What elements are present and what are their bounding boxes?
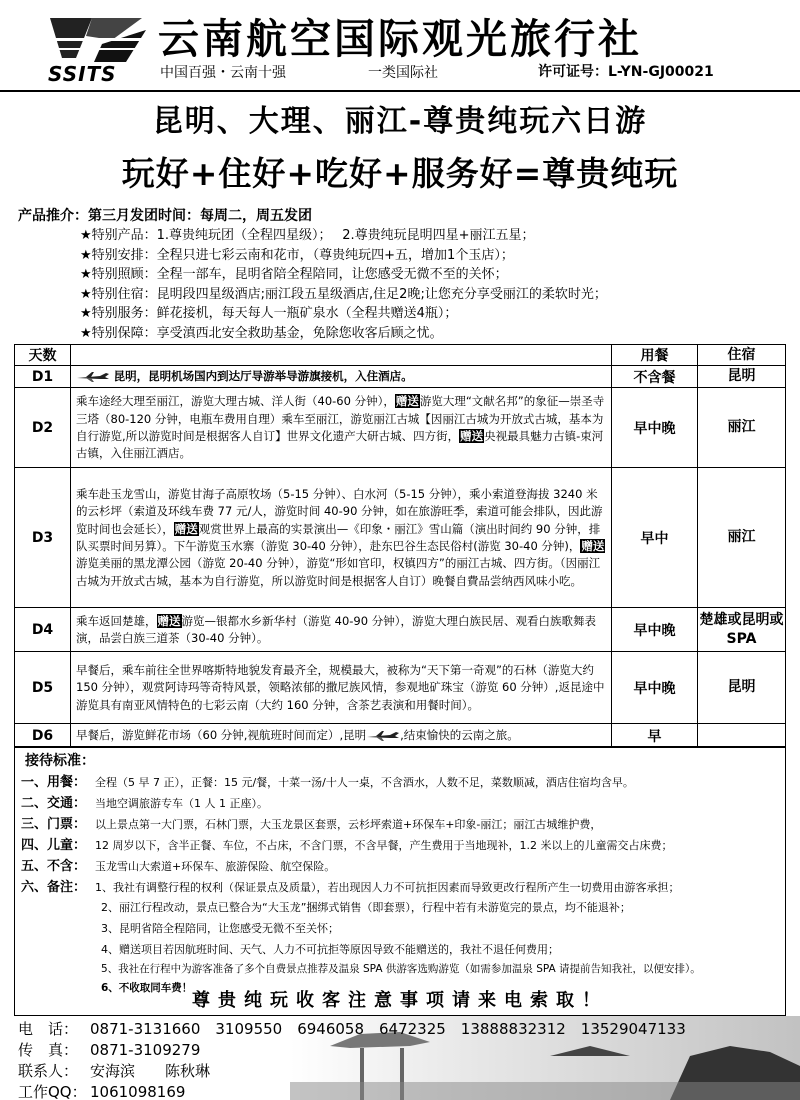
standards-slogan-wrap — [14, 982, 786, 1012]
phone-line — [18, 1018, 686, 1039]
header-stay: 住宿 — [698, 345, 786, 366]
day-description: 早餐后，乘车前往全世界喀斯特地貌发育最齐全，规模最大，被称为“天下第一奇观”的石林（游览大约 150 分钟），观赏阿诗玛等奇特风景，领略浓郁的撒尼族风情，参观地矿珠宝（游览 60 分钟）,返昆途中游览具有南亚风情特色的七彩云南（大约 160 分钟，含茶艺表演和用餐时间）。 — [71, 652, 612, 724]
day-label: D6 — [15, 724, 71, 748]
day-text: 央视最具魅力古镇-束河古镇，入住丽江酒店。 — [76, 428, 604, 461]
phone-numbers: 0871-3131660 3109550 6946058 6472325 13888832312 13529047133 — [90, 1020, 686, 1038]
table-row — [15, 366, 786, 388]
day-label: D2 — [15, 388, 71, 468]
standard-label: 三、门票： — [21, 817, 87, 832]
gift-badge: 赠送 — [581, 538, 605, 553]
standard-row — [21, 813, 601, 832]
header — [0, 0, 800, 92]
note-item: 3、昆明省陪全程陪同，让您感受无微不至关怀； — [101, 922, 339, 935]
fax-label: 传 真： — [18, 1041, 79, 1059]
standard-text: 当地空调旅游专车（1 人 1 正座）。 — [95, 797, 268, 810]
day-text: 乘车途经大理至丽江，游览大理古城、洋人街（40-60 分钟）， — [76, 394, 395, 409]
note-item: 2、丽江行程改动，景点已整合为“大玉龙”捆绑式销售（即套票），行程中若有未游览完的景点，均不能退补； — [101, 901, 631, 914]
day-description — [71, 388, 612, 468]
day-text: 游览美丽的黑龙潭公园（游览 20-40 分钟），游览“形如官印，权镇四方”的丽江古城、四方街。（因丽江古城为开放式古城，基本为自行游览，所以游览时间是根据客人自订）晚餐自費品尝纳西风味小吃。 — [76, 556, 601, 588]
day-stay: 丽江 — [698, 468, 786, 608]
standard-text: 玉龙雪山大索道+环保车、旅游保险、航空保险。 — [95, 860, 336, 873]
day-text: 游览大理“文献名邦”的象征—崇圣寺三塔（80-120 分钟，电瓶车费用自理）乘车至丽江，游览丽江古城【因丽江古城为开放式古城，基本为自行游览,所以游览时间是根据客人自订】世界文化遗产大研古城、四方街， — [76, 394, 605, 443]
itinerary-header-row — [15, 345, 786, 366]
contact-person-label: 联系人： — [18, 1062, 79, 1080]
airplane-icon — [76, 372, 110, 382]
standard-text: 以上景点第一大门票，石林门票，大玉龙景区套票，云杉坪索道+环保车+印象-丽江；丽江古城维护费， — [95, 818, 602, 831]
day-stay: 昆明 — [698, 652, 786, 724]
day-text: 早餐后，游览鲜花市场（60 分钟,视航班时间而定）,昆明 — [76, 728, 367, 743]
feature-item: ★特别照顾：全程一部车，昆明省陪全程陪同，让您感受无微不至的关怀； — [80, 267, 508, 282]
standard-row — [21, 855, 335, 874]
note-item: 5、我社在行程中为游客准备了多个自费景点推荐及温泉 SPA 供游客选购游览（如需参加温泉 SPA 请提前告知我社，以便安排）。 — [101, 963, 701, 975]
logo-text: SSITS — [48, 62, 117, 86]
header-description — [71, 345, 612, 366]
contact-footer — [0, 1016, 800, 1100]
note-item: 6、不收取同车费！ — [101, 982, 193, 994]
agency-name: 云南航空国际观光旅行社 — [158, 15, 642, 63]
day-text: 昆明，昆明机场国内到达厅导游举导游旗接机，入住酒店。 — [113, 369, 413, 383]
standard-row — [21, 876, 680, 895]
phone-label: 电 话： — [18, 1020, 79, 1038]
qq-number: 1061098169 — [90, 1083, 186, 1100]
standard-row — [21, 771, 634, 790]
standard-label: 六、备注： — [21, 880, 87, 895]
day-text: 观赏世界上最高的实景演出—《印象・丽江》雪山篇（演出时间约 90 分钟，排队买票时间另算）。下午游览玉水寨（游览 30-40 分钟），赴东巴谷生态民俗村(游览 30-40 分钟)， — [76, 521, 601, 553]
standard-row — [21, 792, 268, 811]
day-meal: 早中晚 — [612, 388, 698, 468]
table-row — [15, 388, 786, 468]
itinerary-table — [14, 344, 786, 748]
table-row — [15, 608, 786, 652]
day-text: ,结束愉快的云南之旅。 — [400, 728, 519, 743]
standards-slogan: 尊贵纯玩收客注意事项请来电索取！ — [192, 990, 608, 1011]
qq-line — [18, 1081, 185, 1100]
fax-number: 0871-3109279 — [90, 1041, 201, 1059]
day-label: D1 — [15, 366, 71, 388]
day-stay: 昆明 — [698, 366, 786, 388]
gift-badge: 赠送 — [157, 613, 181, 628]
header-day: 天数 — [15, 345, 71, 366]
fax-line — [18, 1039, 200, 1060]
contact-person-names: 安海滨 陈秋琳 — [90, 1062, 211, 1080]
day-label: D4 — [15, 608, 71, 652]
day-text: 游览—银都水乡新华村（游览 40-90 分钟），游览大理白族民居、观看白族歌舞表演，品尝白族三道茶（30-40 分钟）。 — [76, 613, 596, 645]
day-meal: 早 — [612, 724, 698, 748]
feature-item: ★特别住宿：昆明段四星级酒店;丽江段五星级酒店,住足2晚;让您充分享受丽江的柔软时光； — [80, 286, 607, 302]
agency-category: 一类国际社 — [368, 65, 438, 81]
table-row — [15, 724, 786, 748]
day-text: 乘车返回楚雄， — [76, 613, 157, 628]
standard-label: 四、儿童： — [21, 838, 87, 853]
airplane-icon — [366, 731, 400, 741]
standard-row — [21, 834, 672, 853]
feature-item: ★特别产品：1.尊贵纯玩团（全程四星级）； 2.尊贵纯玩昆明四星+丽江五星； — [80, 228, 535, 243]
day-stay: 楚雄或昆明或 SPA — [698, 608, 786, 652]
day-description — [71, 608, 612, 652]
note-item: 4、赠送项目若因航班时间、天气、人力不可抗拒等原因导致不能赠送的，我社不退任何费用； — [101, 943, 559, 956]
day-label: D3 — [15, 468, 71, 608]
feature-item: ★特别保障：享受滇西北安全救助基金，免除您收客后顾之忧。 — [80, 325, 443, 341]
product-recommendation: 产品推介：第三月发团时间：每周二，周五发团 — [18, 208, 312, 224]
day-meal: 不含餐 — [612, 366, 698, 388]
feature-item: ★特别服务：鲜花接机，每天每人一瓶矿泉水（全程共赠送4瓶）； — [80, 306, 458, 321]
standard-label: 一、用餐： — [21, 775, 87, 790]
day-label: D5 — [15, 652, 71, 724]
tour-slogan: 玩好+住好+吃好+服务好=尊贵纯玩 — [121, 154, 679, 193]
gift-badge: 赠送 — [395, 394, 419, 409]
qq-label: 工作QQ： — [18, 1083, 87, 1100]
tour-title: 昆明、大理、丽江-尊贵纯玩六日游 — [152, 104, 648, 139]
day-stay: 丽江 — [698, 388, 786, 468]
gift-badge: 赠送 — [174, 521, 198, 536]
feature-item: ★特别安排：全程只进七彩云南和花市，（尊贵纯玩四+五，增加1个玉店）； — [80, 247, 514, 263]
standards-title: 接待标准： — [25, 753, 95, 769]
day-text: 乘车赴玉龙雪山，游览甘海子高原牧场（5-15 分钟）、白水河（5-15 分钟），乘小索道登海拔 3240 米的云杉坪（索道及环线车费 77 元/人，游览时间 40-90 分钟，如在旅游旺季，索道可能会排队，因此游览时间也会延长）， — [76, 486, 603, 536]
contact-person-line — [18, 1060, 210, 1081]
day-description — [71, 724, 612, 748]
standard-text: 全程（5 早 7 正），正餐：15 元/餐，十菜一汤/十人一桌，不含酒水，人数不足，菜数顺减，酒店住宿均含早。 — [95, 776, 634, 789]
feature-list — [80, 226, 607, 343]
table-row — [15, 652, 786, 724]
day-description — [71, 468, 612, 608]
day-meal: 早中 — [612, 468, 698, 608]
gift-badge: 赠送 — [460, 428, 484, 443]
standard-label: 五、不含： — [21, 859, 87, 874]
header-meal: 用餐 — [612, 345, 698, 366]
standard-label: 二、交通： — [21, 796, 87, 811]
day-description — [71, 366, 612, 388]
table-row — [15, 468, 786, 608]
standard-text: 1、我社有调整行程的权利（保证景点及质量），若出现因人力不可抗拒因素而导致更改行程所产生一切费用由游客承担； — [95, 881, 680, 894]
standard-text: 12 周岁以下，含半正餐、车位，不占床，不含门票，不含早餐，产生费用于当地现补，1.2 米以上的儿童需交占床费； — [95, 839, 673, 852]
day-stay — [698, 724, 786, 748]
license-number: 许可证号：L-YN-GJ00021 — [538, 64, 714, 80]
day-meal: 早中晚 — [612, 608, 698, 652]
agency-tagline: 中国百强・云南十强 — [160, 65, 286, 81]
reception-standards — [14, 746, 786, 1016]
day-meal: 早中晚 — [612, 652, 698, 724]
